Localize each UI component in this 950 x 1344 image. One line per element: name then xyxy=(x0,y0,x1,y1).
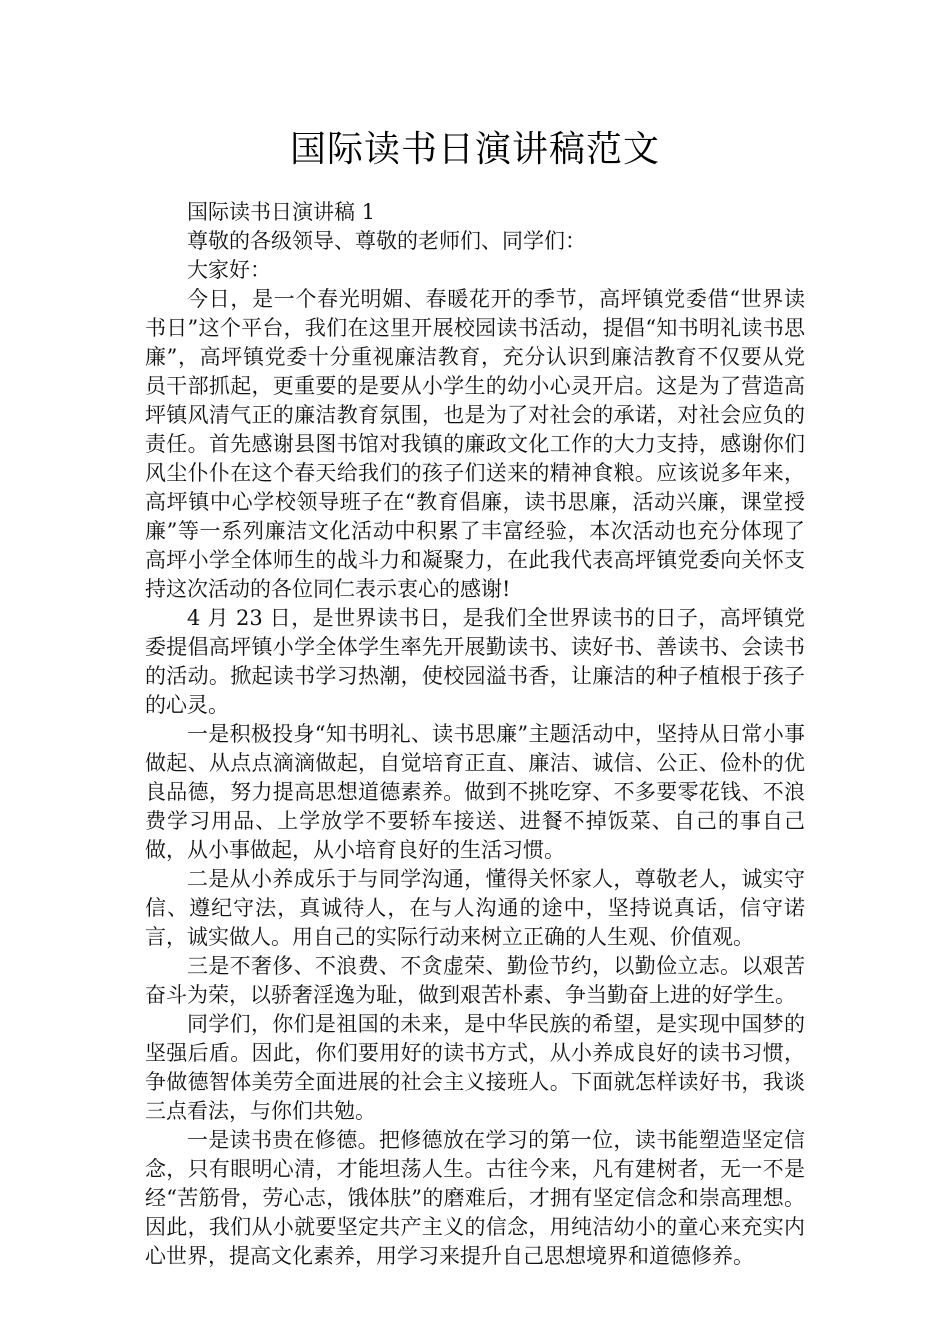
paragraph: 一是读书贵在修德。把修德放在学习的第一位，读书能塑造坚定信念，只有眼明心清，才能坦荡人生。古往今来，凡有建树者，无一不是经“苦筋骨，劳心志，饿体肤”的磨难后，才拥有坚定信念和崇高理想。因此，我们从小就要坚定共产主义的信念，用纯洁幼小的童心来充实内心世界，提高文化素养，用学习来提升自己思想境界和道德修养。 xyxy=(145,1128,805,1268)
paragraph: 4 月 23 日，是世界读书日，是我们全世界读书的日子，高坪镇党委提倡高坪镇小学全体学生率先开展勤读书、读好书、善读书、会读书的活动。掀起读书学习热潮，使校园溢书香，让廉洁的种子植根于孩子的心灵。 xyxy=(145,606,805,717)
paragraph-salutation: 尊敬的各级领导、尊敬的老师们、同学们： xyxy=(187,229,586,253)
paragraph-speech-heading: 国际读书日演讲稿 1 xyxy=(187,200,376,224)
paragraph: 三是不奢侈、不浪费、不贪虚荣、勤俭节约，以勤俭立志。以艰苦奋斗为荣，以骄奢淫逸为耻，做到艰苦朴素、争当勤奋上进的好学生。 xyxy=(145,954,805,1007)
paragraph: 今日，是一个春光明媚、春暖花开的季节，高坪镇党委借“世界读书日”这个平台，我们在这里开展校园读书活动，提倡“知书明礼读书思廉”，高坪镇党委十分重视廉洁教育，充分认识到廉洁教育不仅要从党员干部抓起，更重要的是要从小学生的幼小心灵开启。这是为了营造高坪镇风清气正的廉洁教育氛围，也是为了对社会的承诺，对社会应负的责任。首先感谢县图书馆对我镇的廉政文化工作的大力支持，感谢你们风尘仆仆在这个春天给我们的孩子们送来的精神食粮。应该说多年来，高坪镇中心学校领导班子在“教育倡廉，读书思廉，活动兴廉，课堂授廉”等一系列廉洁文化活动中积累了丰富经验，本次活动也充分体现了高坪小学全体师生的战斗力和凝聚力，在此我代表高坪镇党委向关怀支持这次活动的各位同仁表示衷心的感谢! xyxy=(145,287,805,601)
paragraph-greeting: 大家好： xyxy=(187,258,271,282)
document-title: 国际读书日演讲稿范文 xyxy=(289,129,660,170)
paragraph: 一是积极投身“知书明礼、读书思廉”主题活动中，坚持从日常小事做起、从点点滴滴做起，自觉培育正直、廉洁、诚信、公正、俭朴的优良品德，努力提高思想道德素养。做到不挑吃穿、不多要零花钱、不浪费学习用品、上学放学不要轿车接送、进餐不掉饭菜、自己的事自己做，从小事做起，从小培育良好的生活习惯。 xyxy=(145,722,805,862)
paragraph: 同学们，你们是祖国的未来，是中华民族的希望，是实现中国梦的坚强后盾。因此，你们要用好的读书方式，从小养成良好的读书习惯，争做德智体美劳全面进展的社会主义接班人。下面就怎样读好书，我谈三点看法，与你们共勉。 xyxy=(145,1012,805,1123)
document-body xyxy=(145,198,805,1271)
paragraph: 二是从小养成乐于与同学沟通，懂得关怀家人，尊敬老人，诚实守信、遵纪守法，真诚待人，在与人沟通的途中，坚持说真话，信守诺言，诚实做人。用自己的实际行动来树立正确的人生观、价值观。 xyxy=(145,867,805,949)
